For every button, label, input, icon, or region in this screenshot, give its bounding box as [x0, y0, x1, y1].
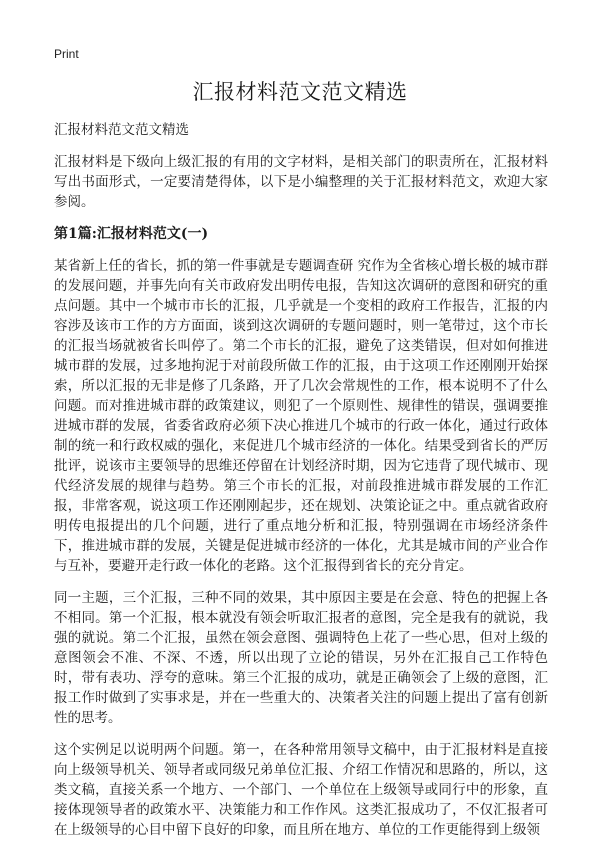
section-heading: 第1篇:汇报材料范文(一) [54, 226, 209, 242]
print-label: Print [54, 47, 79, 61]
document-title: 汇报材料范文范文精选 [192, 80, 408, 104]
body-paragraph-1: 某省新上任的省长，抓的第一件事就是专题调查研 究作为全省核心增长极的城市群的发展问题，并事先向有关市政府发出明传电报，告知这次调研的意图和研究的重点问题。其中一个城市市长的汇报，几乎就是一个变相的政府工作报告，汇报的内容涉及该市工作的方方面面，谈到这次调研的专题问题时，则一笔带过，这个市长的汇报当场就被省长叫停了。第二个市长的汇报，避免了这类错误，但对如何推进城市群的发展，过多地拘泥于对前段所做工作的汇报，由于这项工作还刚刚开始探索，所以汇报的无非是修了几条路，开了几次会常规性的工作，根本说明不了什么问题。而对推进城市群的政策建议，则犯了一个原则性、规律性的错误，强调要推进城市群的发展，省委省政府必须下决心推进几个城市的行政一体化，通过行政体制的统一和行政权威的强化，来促进几个城市经济的一体化。结果受到省长的严厉批评，说该市主要领导的思维还停留在计划经济时期，因为它违背了现代城市、现代经济发展的规律与趋势。第三个市长的汇报，对前段推进城市群发展的工作汇报，非常客观，说这项工作还刚刚起步，还在规划、决策论证之中。重点就省政府明传电报提出的几个问题，进行了重点地分析和汇报，特别强调在市场经济条件下，推进城市群的发展，关键是促进城市经济的一体化，尤其是城市间的产业合作与互补，要避开走行政一体化的老路。这个汇报得到省长的充分肯定。 [54, 258, 548, 574]
document-subtitle: 汇报材料范文范文精选 [54, 122, 189, 138]
body-paragraph-2: 同一主题，三个汇报，三种不同的效果，其中原因主要是在会意、特色的把握上各不相同。第一个汇报，根本就没有领会听取汇报者的意图，完全是我有的就说，我强的就说。第二个汇报，虽然在领会意图、强调特色上花了一些心思，但对上级的意图领会不准、不深、不透，所以出现了立论的错误，另外在汇报自己工作特色时，带有表功、浮夸的意味。第三个汇报的成功，就是正确领会了上级的意图，汇报工作时做到了实事求是，并在一些重大的、决策者关注的问题上提出了富有创新性的思考。 [54, 590, 548, 726]
body-paragraph-3: 这个实例足以说明两个问题。第一，在各种常用领导文稿中，由于汇报材料是直接向上级领导机关、领导者或同级兄弟单位汇报、介绍工作情况和思路的，所以，这类文稿，直接关系一个地方、一个部门、一个单位在上级领导或同行中的形象，直接体现领导者的政策水平、决策能力和工作作风。这类汇报成功了，不仅汇报者可在上级领导的心目中留下良好的印象，而且所在地方、单位的工作更能得到上级领 [54, 742, 548, 838]
intro-paragraph: 汇报材料是下级向上级汇报的有用的文字材料，是相关部门的职责所在，汇报材料写出书面形式，一定要清楚得体，以下是小编整理的关于汇报材料范文，欢迎大家参阅。 [54, 154, 548, 210]
document-body [54, 120, 548, 852]
